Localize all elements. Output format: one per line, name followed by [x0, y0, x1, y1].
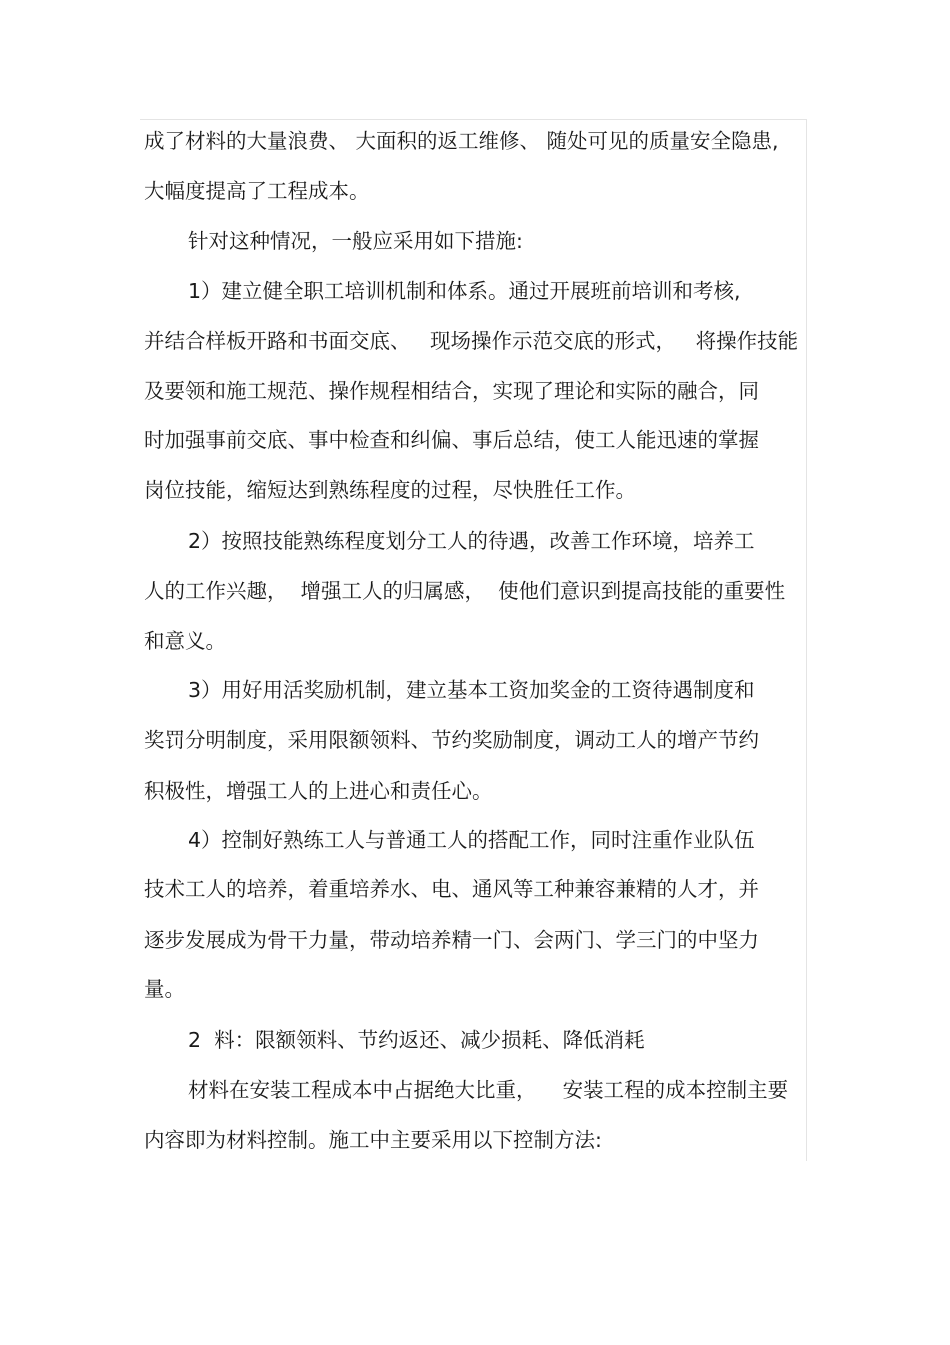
text-line: 技术工人的培养，着重培养水、电、通风等工种兼容兼精的人才，并	[144, 877, 759, 901]
text-line: 成了材料的大量浪费、 大面积的返工维修、 随处可见的质量安全隐患,	[144, 129, 779, 153]
text-line: 岗位技能，缩短达到熟练程度的过程，尽快胜任工作。	[144, 478, 636, 502]
text-line: 4）控制好熟练工人与普通工人的搭配工作，同时注重作业队伍	[188, 828, 755, 852]
text-line: 积极性，增强工人的上进心和责任心。	[144, 779, 493, 803]
text-line: 逐步发展成为骨干力量，带动培养精一门、会两门、学三门的中坚力	[144, 928, 759, 952]
text-line: 奖罚分明制度，采用限额领料、节约奖励制度，调动工人的增产节约	[144, 728, 759, 752]
text-line: 量。	[144, 977, 185, 1001]
text-line: 和意义。	[144, 629, 226, 653]
text-line: 内容即为材料控制。施工中主要采用以下控制方法:	[144, 1128, 602, 1152]
text-line: 大幅度提高了工程成本。	[144, 179, 370, 203]
text-line: 时加强事前交底、事中检查和纠偏、事后总结，使工人能迅速的掌握	[144, 428, 759, 452]
text-line: 及要领和施工规范、操作规程相结合，实现了理论和实际的融合，同	[144, 379, 759, 403]
text-line: 材料在安装工程成本中占据绝大比重， 安装工程的成本控制主要	[188, 1078, 789, 1102]
text-line: 3）用好用活奖励机制，建立基本工资加奖金的工资待遇制度和	[188, 678, 755, 702]
section-heading: 2 料：限额领料、节约返还、减少损耗、降低消耗	[188, 1028, 645, 1052]
text-line: 并结合样板开路和书面交底、 现场操作示范交底的形式， 将操作技能	[144, 329, 799, 353]
text-line: 1）建立健全职工培训机制和体系。通过开展班前培训和考核,	[188, 279, 741, 303]
text-line: 人的工作兴趣， 增强工人的归属感， 使他们意识到提高技能的重要性	[144, 579, 786, 603]
text-line: 针对这种情况，一般应采用如下措施:	[188, 229, 523, 253]
text-line: 2）按照技能熟练程度划分工人的待遇，改善工作环境，培养工	[188, 529, 755, 553]
